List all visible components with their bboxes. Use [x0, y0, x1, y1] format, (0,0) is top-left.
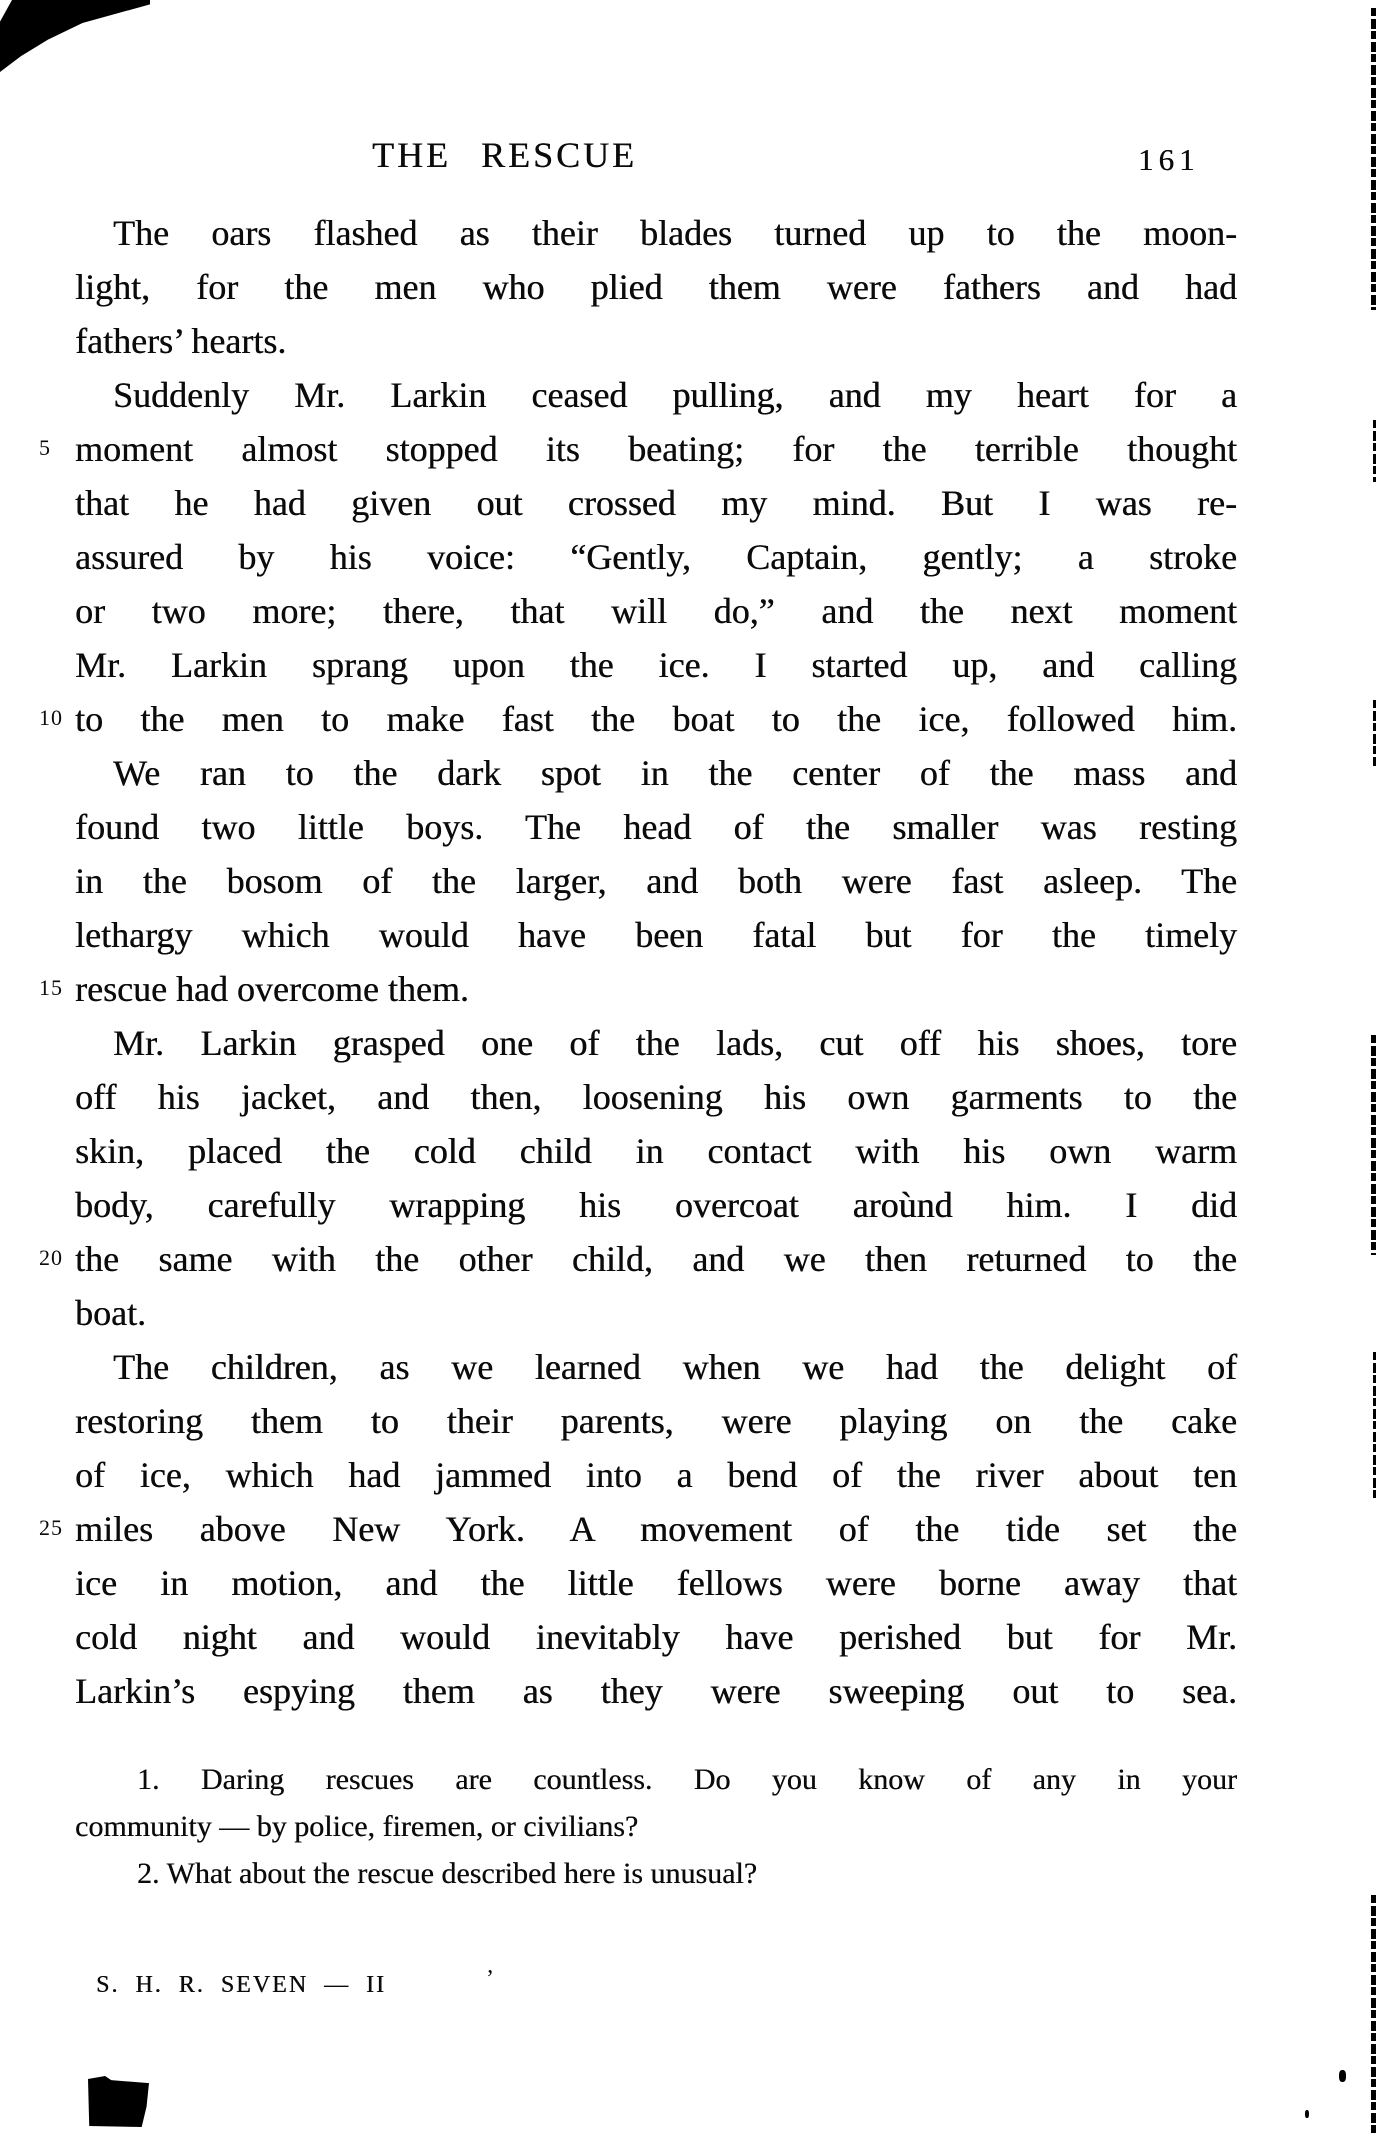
- text-line: [75, 1664, 1237, 1718]
- line-text: boat.: [75, 1293, 146, 1333]
- margin-line-number: 5: [39, 435, 51, 460]
- line-text: We ran to the dark spot in the center of the mass and: [113, 753, 1237, 793]
- line-text: The children, as we learned when we had the delight of: [113, 1347, 1237, 1387]
- line-text: 2. What about the rescue described here is unusual?: [137, 1857, 758, 1890]
- page-edge-artifact: [1373, 700, 1376, 766]
- line-text: found two little boys. The head of the smaller was resting: [75, 807, 1237, 847]
- line-text: assured by his voice: “Gently, Captain, gently; a stroke: [75, 537, 1237, 577]
- text-line: [75, 854, 1237, 908]
- margin-line-number: 15: [39, 975, 63, 1000]
- line-text: ice in motion, and the little fellows were borne away that: [75, 1563, 1237, 1603]
- text-line: [75, 746, 1237, 800]
- text-line: [75, 206, 1237, 260]
- line-text: Larkin’s espying them as they were sweeping out to sea.: [75, 1671, 1237, 1711]
- line-text: Suddenly Mr. Larkin ceased pulling, and my heart for a: [113, 375, 1237, 415]
- line-text: community — by police, firemen, or civilians?: [75, 1810, 639, 1843]
- text-column: [39, 206, 1237, 1897]
- text-line: [75, 1178, 1237, 1232]
- text-line: [75, 1070, 1237, 1124]
- printers-signature: S. H. R. SEVEN — II: [96, 1972, 387, 1998]
- scan-smudge-top-left-icon: [0, 0, 150, 72]
- page-edge-artifact: [1371, 8, 1376, 310]
- text-line: [75, 1286, 1237, 1340]
- scan-smudge-bottom-left-icon: [88, 2076, 149, 2127]
- line-text: to the men to make fast the boat to the ice, followed him.: [75, 699, 1237, 739]
- line-text: Mr. Larkin sprang upon the ice. I started up, and calling: [75, 645, 1237, 685]
- line-text: fathers’ hearts.: [75, 321, 287, 361]
- line-text: the same with the other child, and we then returned to the: [75, 1239, 1237, 1279]
- text-line: [75, 1016, 1237, 1070]
- page-edge-artifact: [1371, 1895, 1376, 2135]
- line-text: lethargy which would have been fatal but for the timely: [75, 915, 1237, 955]
- line-text: off his jacket, and then, loosening his own garments to the: [75, 1077, 1237, 1117]
- text-line: [75, 260, 1237, 314]
- text-line: [75, 1340, 1237, 1394]
- line-text: moment almost stopped its beating; for the terrible thought: [75, 429, 1237, 469]
- text-line: [75, 530, 1237, 584]
- page-edge-artifact: [1373, 1352, 1376, 1500]
- line-text: light, for the men who plied them were fathers and had: [75, 267, 1237, 307]
- text-line: [75, 1610, 1237, 1664]
- text-line: [39, 692, 1237, 746]
- line-text: restoring them to their parents, were playing on the cake: [75, 1401, 1237, 1441]
- text-line: [75, 800, 1237, 854]
- page-title: THE RESCUE: [372, 135, 638, 175]
- text-line: [39, 422, 1237, 476]
- margin-line-number: 10: [39, 705, 63, 730]
- line-text: or two more; there, that will do,” and the next moment: [75, 591, 1237, 631]
- line-text: miles above New York. A movement of the tide set the: [75, 1509, 1237, 1549]
- text-line: [39, 1502, 1237, 1556]
- text-line: [75, 1556, 1237, 1610]
- margin-line-number: 25: [39, 1515, 63, 1540]
- line-text: rescue had overcome them.: [75, 969, 469, 1009]
- text-line: [39, 962, 1237, 1016]
- line-text: Mr. Larkin grasped one of the lads, cut off his shoes, tore: [113, 1023, 1237, 1063]
- line-text: of ice, which had jammed into a bend of the river about ten: [75, 1455, 1237, 1495]
- page-edge-artifact: [1373, 420, 1376, 482]
- line-text: 1. Daring rescues are countless. Do you know of any in your: [137, 1763, 1237, 1796]
- line-text: skin, placed the cold child in contact with his own warm: [75, 1131, 1237, 1171]
- ink-speck: ’: [486, 1966, 494, 1992]
- text-line: [75, 1124, 1237, 1178]
- text-line: [75, 476, 1237, 530]
- line-text: body, carefully wrapping his overcoat aroùnd him. I did: [75, 1185, 1237, 1225]
- text-line: [75, 1448, 1237, 1502]
- line-text: that he had given out crossed my mind. But I was re-: [75, 483, 1237, 523]
- line-text: The oars flashed as their blades turned up to the moon-: [113, 213, 1237, 253]
- text-line: [75, 368, 1237, 422]
- study-questions: [75, 1756, 1237, 1897]
- page-edge-artifact: [1371, 1035, 1376, 1255]
- text-line: [75, 638, 1237, 692]
- text-line: [75, 314, 1237, 368]
- text-line: [75, 1756, 1237, 1803]
- text-line: [75, 1850, 1237, 1897]
- text-line: [75, 584, 1237, 638]
- body-paragraphs: [39, 206, 1237, 1718]
- text-line: [75, 908, 1237, 962]
- line-text: cold night and would inevitably have perished but for Mr.: [75, 1617, 1237, 1657]
- ink-speck: [1339, 2070, 1346, 2082]
- text-line: [75, 1394, 1237, 1448]
- ink-speck: [1305, 2110, 1309, 2118]
- text-line: [39, 1232, 1237, 1286]
- line-text: in the bosom of the larger, and both were fast asleep. The: [75, 861, 1237, 901]
- margin-line-number: 20: [39, 1245, 63, 1270]
- text-line: [75, 1803, 1237, 1850]
- page-number: 161: [1138, 142, 1200, 177]
